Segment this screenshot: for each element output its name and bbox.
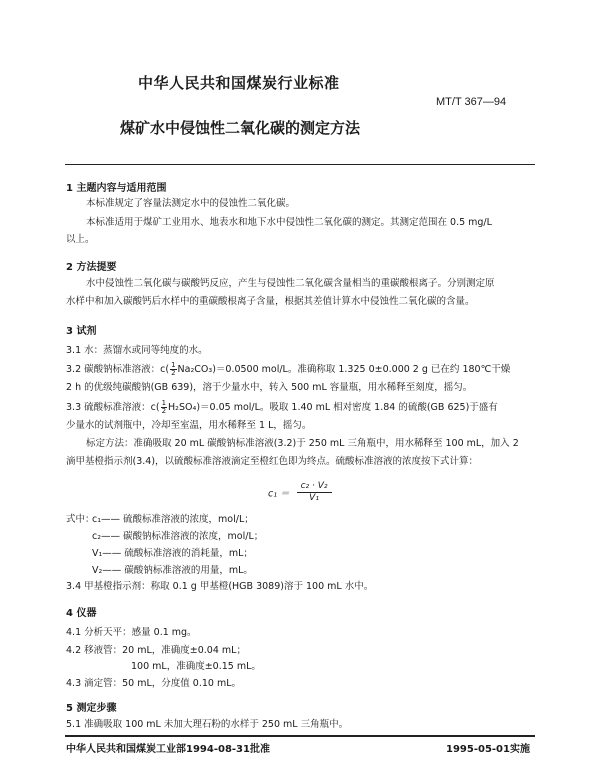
item-3-3-suffix: )＝0.05 mol/L。吸取 1.40 mL 相对密度 1.84 的硫酸(GB 625)于盛有 (196, 402, 498, 413)
header-rule (65, 164, 535, 165)
section-2-para-1: 水中侵蚀性二氧化碳与碳酸钙反应，产生与侵蚀性二氧化碳含量相当的重碳酸根离子。分别测定原 (86, 278, 495, 289)
section-1-para-2-cont: 以上。 (66, 234, 95, 245)
section-3-heading: 3 试剂 (66, 326, 97, 337)
calibration-method-cont: 滴甲基橙指示剂(3.4)，以硫酸标准溶液滴定至橙红色即为终点。硫酸标准溶液的浓度按下式计算： (66, 456, 479, 467)
section-2-heading: 2 方法提要 (66, 262, 117, 273)
item-4-3: 4.3 滴定管：50 mL，分度值 0.10 mL。 (66, 678, 242, 689)
item-3-2-prefix: 3.2 碳酸钠标准溶液：c( (66, 364, 170, 375)
item-3-4: 3.4 甲基橙指示剂：称取 0.1 g 甲基橙(HGB 3089)溶于 100 mL 水中。 (66, 581, 374, 592)
section-1-para-2: 本标准适用于煤矿工业用水、地表水和地下水中侵蚀性二氧化碳的测定。其测定范围在 0.5 mg/L (86, 217, 492, 228)
standard-code: MT/T 367—94 (436, 96, 507, 108)
item-3-2-formula: Na₂CO₃ (177, 364, 213, 375)
section-1-para-1: 本标准规定了容量法测定水中的侵蚀性二氧化碳。 (86, 198, 296, 209)
item-3-3-prefix: 3.3 硫酸标准溶液：c( (66, 402, 160, 413)
standard-category-title: 中华人民共和国煤炭行业标准 (138, 74, 340, 92)
item-4-2-cont: 100 mL，准确度±0.15 mL。 (131, 661, 261, 672)
approval-note: 中华人民共和国煤炭工业部1994-08-31批准 (66, 744, 270, 755)
fraction-denominator: 2 (171, 369, 176, 377)
formula-lhs: c₁ ＝ (268, 488, 290, 500)
item-3-3-cont: 少量水的试剂瓶中，冷却至室温，用水稀释至 1 L，摇匀。 (66, 420, 312, 431)
item-3-2-suffix: )＝0.0500 mol/L。准确称取 1.325 0±0.000 2 g 已在约 180℃干燥 (212, 364, 511, 375)
fraction-numerator: 1 (171, 361, 176, 369)
formula-denominator: V₁ (309, 493, 319, 503)
fraction-denominator: 2 (161, 407, 167, 415)
item-4-2: 4.2 移液管：20 mL，准确度±0.04 mL； (66, 645, 246, 656)
formula (268, 481, 333, 504)
section-5-heading: 5 测定步骤 (66, 703, 117, 714)
item-3-2 (66, 362, 510, 377)
fraction-numerator: 1 (161, 399, 167, 407)
item-3-1: 3.1 水：蒸馏水或同等纯度的水。 (66, 345, 208, 356)
where-label: 式中： (66, 514, 95, 525)
calibration-method: 标定方法：准确吸取 20 mL 碳酸钠标准溶液(3.2)于 250 mL 三角瓶中，用水稀释至 100 mL，加入 2 (86, 438, 519, 449)
definition-v2: V₂—— 碳酸钠标准溶液的用量，mL。 (92, 565, 253, 576)
section-1-heading: 1 主题内容与适用范围 (66, 183, 167, 194)
item-3-2-cont: 2 h 的优级纯碳酸钠(GB 639)，溶于少量水中，转入 500 mL 容量瓶，用水稀释至刻度，摇匀。 (66, 382, 473, 393)
section-4-heading: 4 仪器 (66, 608, 97, 619)
document-title: 煤矿水中侵蚀性二氧化碳的测定方法 (120, 119, 361, 137)
definition-c1: c₁—— 硫酸标准溶液的浓度，mol/L； (92, 514, 254, 525)
formula-numerator: c₂ · V₂ (297, 481, 332, 493)
item-5-1: 5.1 准确吸取 100 mL 未加大理石粉的水样于 250 mL 三角瓶中。 (66, 719, 349, 730)
fraction-half (161, 400, 167, 415)
item-3-3 (66, 400, 498, 415)
footer-rule (65, 735, 535, 737)
formula-fraction (297, 481, 332, 504)
effective-date: 1995-05-01实施 (446, 744, 530, 755)
item-4-1: 4.1 分析天平：感量 0.1 mg。 (66, 627, 197, 638)
item-3-3-formula: H₂SO₄ (168, 402, 197, 413)
definition-v1: V₁—— 硫酸标准溶液的消耗量，mL； (92, 548, 253, 559)
fraction-half (170, 362, 176, 377)
definition-c2: c₂—— 碳酸钠标准溶液的浓度，mol/L； (92, 531, 264, 542)
section-2-para-1-cont: 水样中和加入碳酸钙后水样中的重碳酸根离子含量，根据其差值计算水中侵蚀性二氧化碳的含量。 (66, 296, 475, 307)
